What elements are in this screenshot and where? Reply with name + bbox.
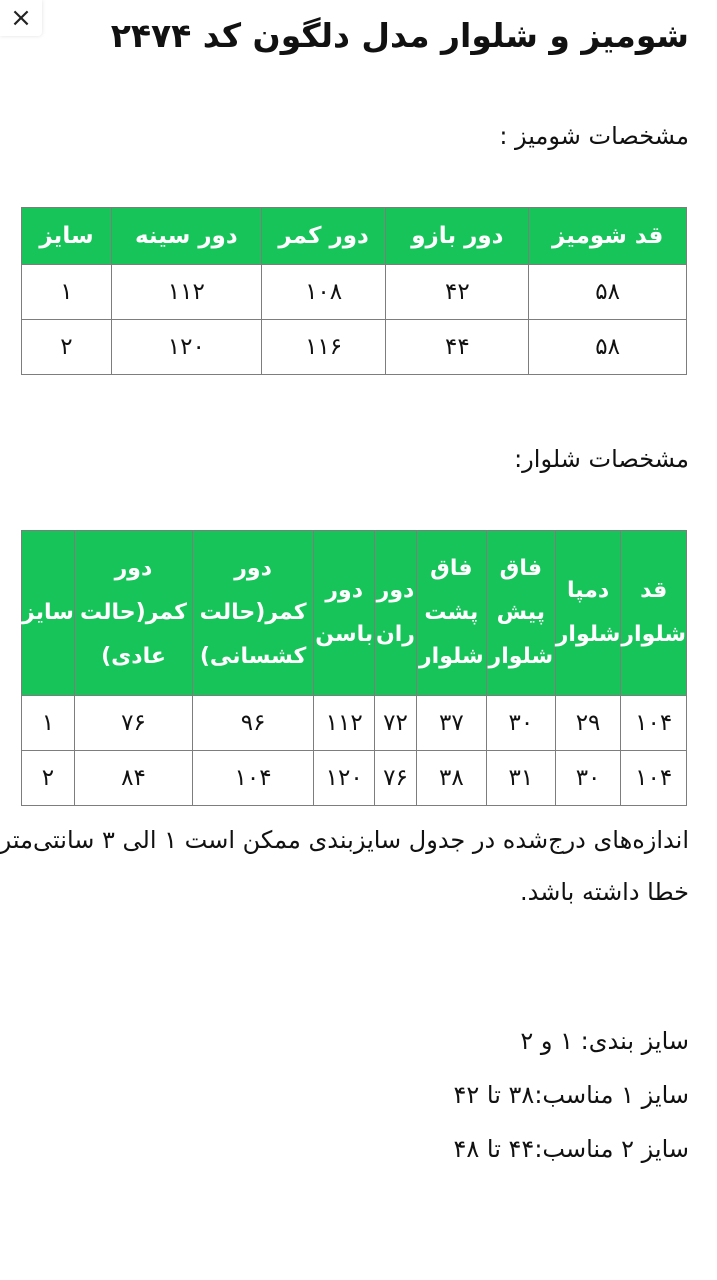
- table-cell: ۱۰۴: [621, 751, 687, 806]
- pants-size-table: [21, 530, 687, 806]
- table-header-cell: دور کمر(حالت عادی): [74, 531, 192, 696]
- table-cell: ۲: [22, 751, 75, 806]
- table-header-cell: دور سینه: [111, 208, 261, 265]
- size-error-note: اندازه‌های درج‌شده در جدول سایزبندی ممکن است ۱ الی ۳ سانتی‌متر خطا داشته باشد.: [0, 826, 689, 906]
- table-cell: ۳۸: [416, 751, 486, 806]
- table-cell: ۳۰: [555, 751, 621, 806]
- table-cell: ۹۶: [193, 696, 314, 751]
- table-cell: ۲: [22, 320, 112, 375]
- table-cell: ۷۶: [74, 696, 192, 751]
- table-header-cell: فاق پشت شلوار: [416, 531, 486, 696]
- table-cell: ۱۱۲: [314, 696, 375, 751]
- table-header-cell: قد شومیز: [529, 208, 687, 265]
- table-header-cell: فاق پیش شلوار: [486, 531, 555, 696]
- shirt-size-table: [21, 207, 687, 375]
- table-header-cell: دور کمر(حالت کشسانی): [193, 531, 314, 696]
- table-header-row: [22, 531, 687, 696]
- table-cell: ۱۲۰: [314, 751, 375, 806]
- table-cell: ۴۲: [386, 265, 529, 320]
- shirt-specs-heading: مشخصات شومیز :: [499, 122, 689, 150]
- size-2-fit-text: سایز ۲ مناسب:۴۴ تا ۴۸: [453, 1135, 689, 1163]
- pants-specs-heading: مشخصات شلوار:: [514, 445, 689, 473]
- table-cell: ۱۱۶: [261, 320, 386, 375]
- table-cell: ۳۷: [416, 696, 486, 751]
- table-row: [22, 696, 687, 751]
- table-cell: ۱: [22, 265, 112, 320]
- table-cell: ۱: [22, 696, 75, 751]
- table-cell: ۳۰: [486, 696, 555, 751]
- table-cell: ۱۱۲: [111, 265, 261, 320]
- page-title: شومیز و شلوار مدل دلگون کد ۲۴۷۴: [110, 16, 689, 55]
- table-row: [22, 265, 687, 320]
- table-header-row: [22, 208, 687, 265]
- table-cell: ۲۹: [555, 696, 621, 751]
- close-icon: ×: [10, 3, 32, 33]
- table-header-cell: قد شلوار: [621, 531, 687, 696]
- size-range-text: سایز بندی: ۱ و ۲: [520, 1027, 689, 1055]
- table-row: [22, 751, 687, 806]
- table-header-cell: دور ران: [375, 531, 416, 696]
- table-row: [22, 320, 687, 375]
- table-header-cell: دور باسن: [314, 531, 375, 696]
- table-cell: ۷۶: [375, 751, 416, 806]
- table-cell: ۱۲۰: [111, 320, 261, 375]
- table-header-cell: دور بازو: [386, 208, 529, 265]
- table-cell: ۷۲: [375, 696, 416, 751]
- table-cell: ۱۰۴: [621, 696, 687, 751]
- table-cell: ۱۰۴: [193, 751, 314, 806]
- table-header-cell: دور کمر: [261, 208, 386, 265]
- table-cell: ۵۸: [529, 320, 687, 375]
- table-header-cell: سایز: [22, 208, 112, 265]
- table-cell: ۳۱: [486, 751, 555, 806]
- size-1-fit-text: سایز ۱ مناسب:۳۸ تا ۴۲: [453, 1081, 689, 1109]
- table-cell: ۱۰۸: [261, 265, 386, 320]
- table-header-cell: دمپا شلوار: [555, 531, 621, 696]
- table-header-cell: سایز: [22, 531, 75, 696]
- table-cell: ۵۸: [529, 265, 687, 320]
- table-cell: ۸۴: [74, 751, 192, 806]
- table-cell: ۴۴: [386, 320, 529, 375]
